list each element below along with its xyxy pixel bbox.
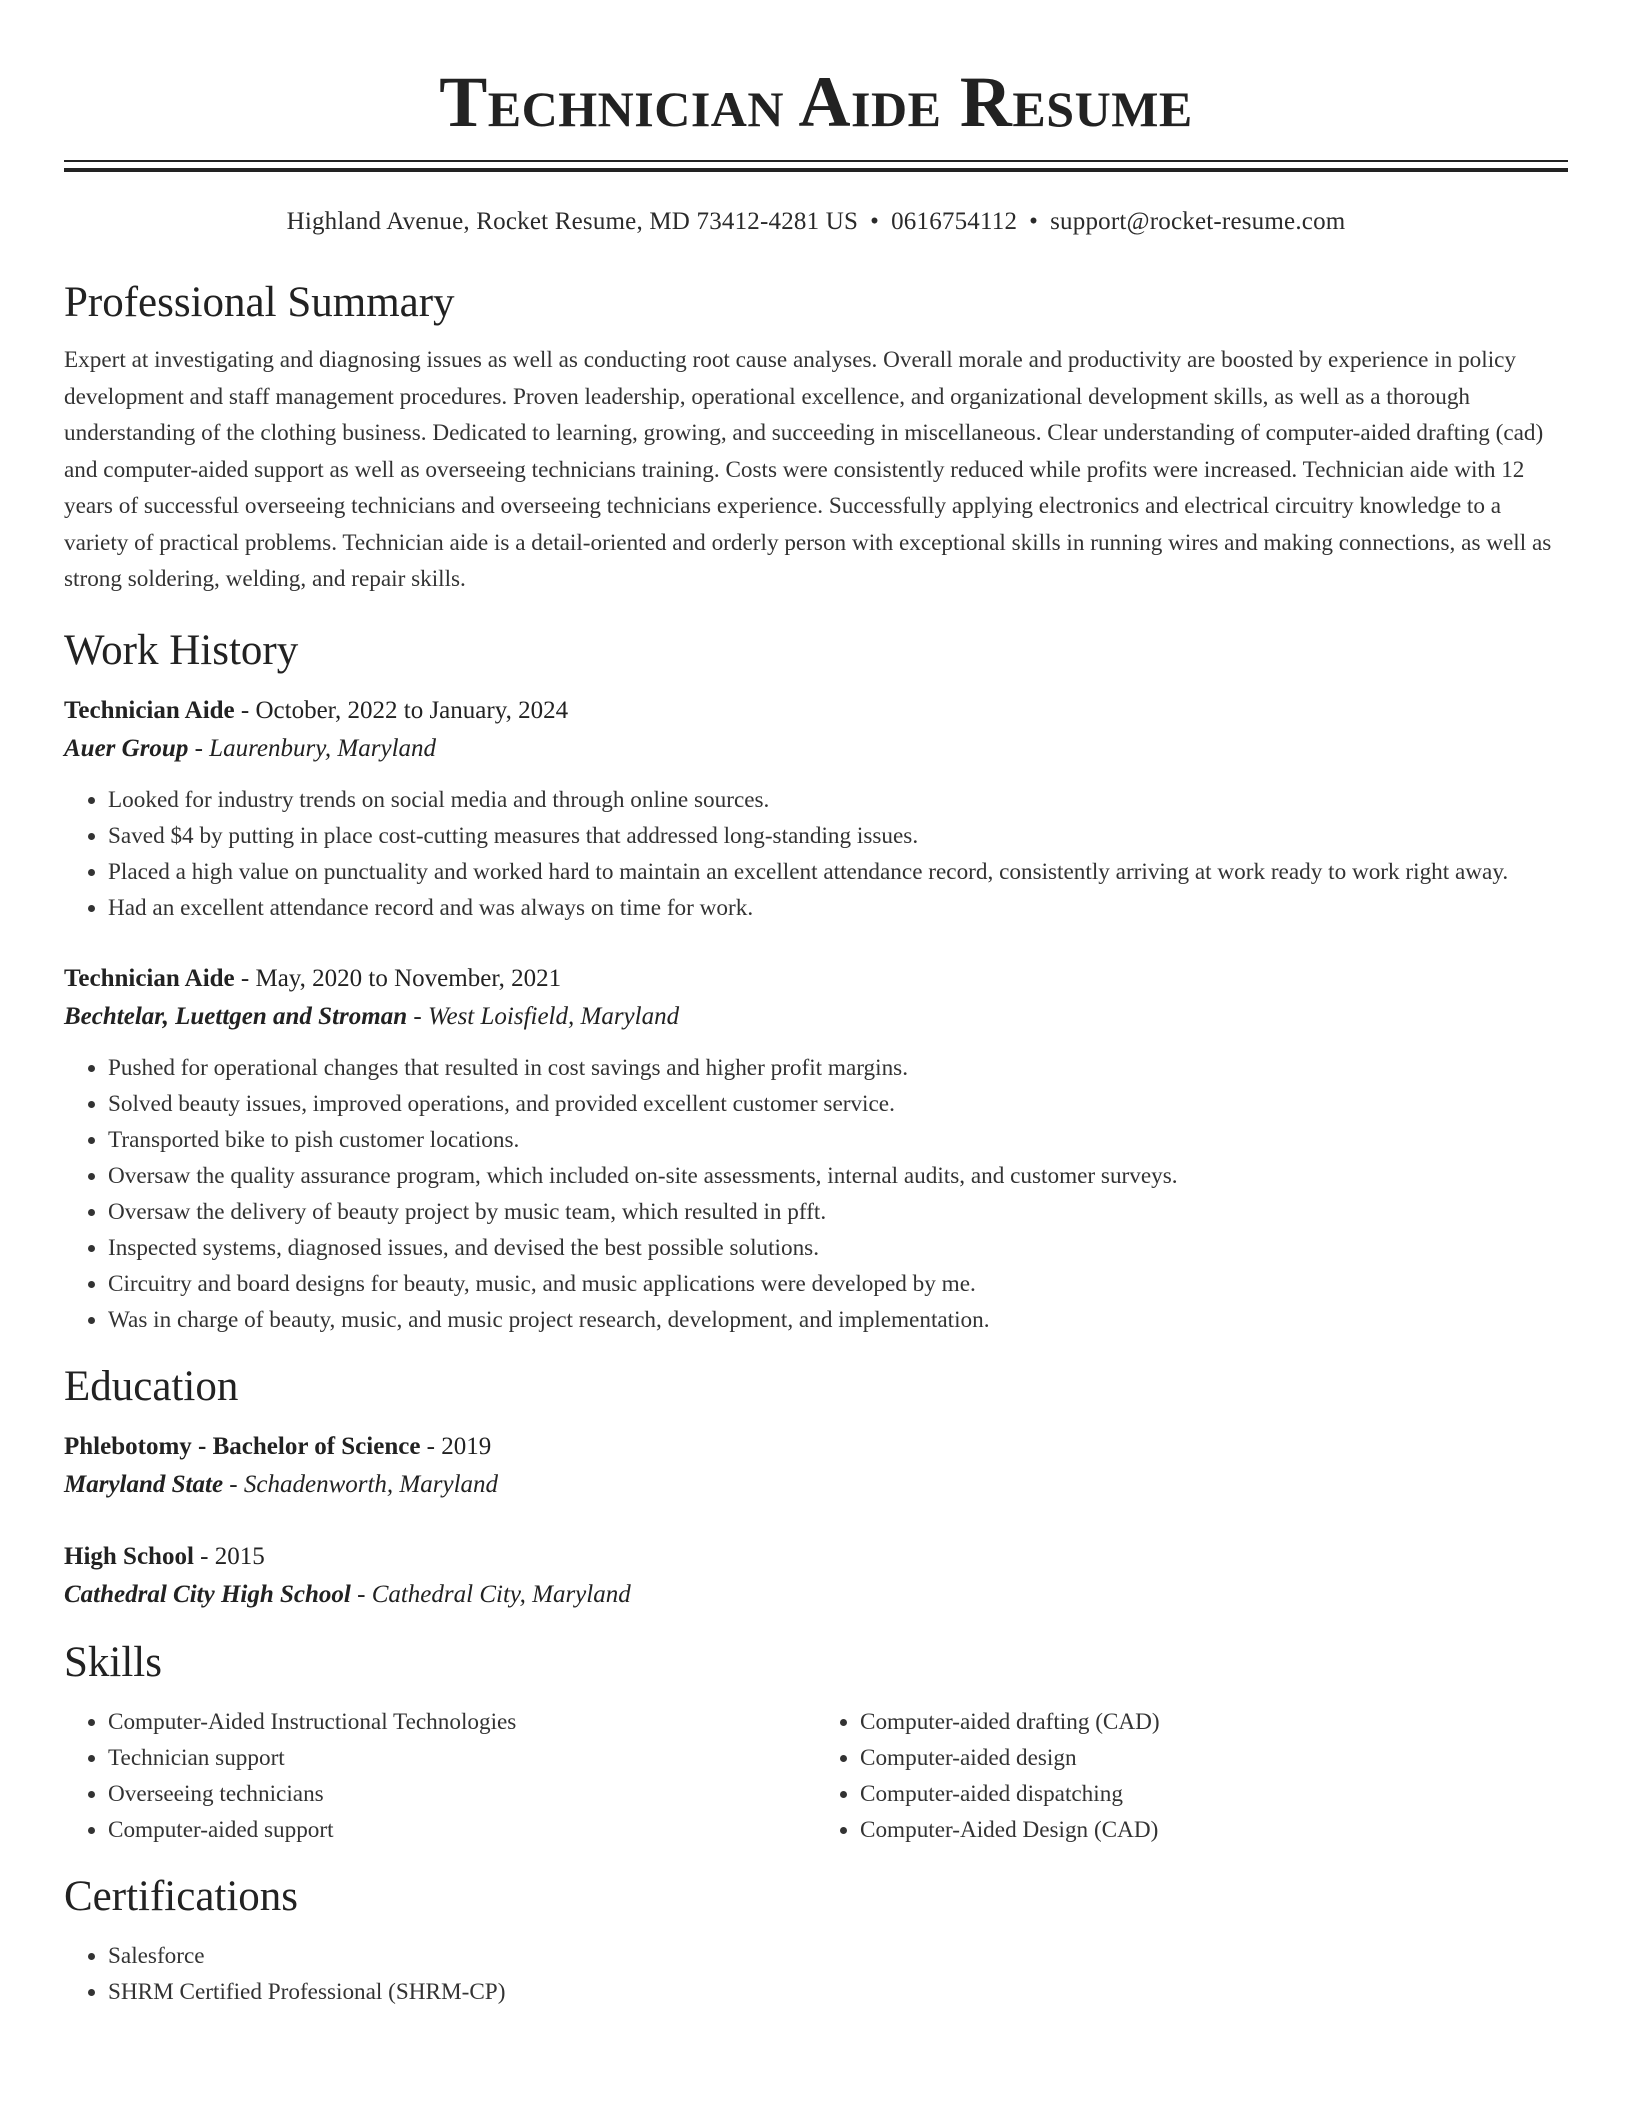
title-divider [64, 160, 1568, 172]
contact-email: support@rocket-resume.com [1050, 208, 1346, 235]
education-heading: Education [64, 1362, 239, 1410]
summary-heading: Professional Summary [64, 279, 455, 326]
education-degree-line [64, 1538, 1568, 1576]
summary-text: Expert at investigating and diagnosing issues as well as conducting root cause analyses. Overall morale and productivity are boosted by experience in policy development and staff management procedures. Proven leadership, operational excellence, and organizational development skills, as well as a thorough understanding of the clothing business. Dedicated to learning, growing, and succeeding in miscellaneous. Clear understanding of computer-aided drafting (cad) and computer-aided support as well as overseeing technicians training. Costs were consistently reduced while profits were increased. Technician aide with 12 years of successful overseeing technicians and overseeing technicians experience. Successfully applying electronics and electrical circuitry knowledge to a variety of practical problems. Technician aide is a detail-oriented and orderly person with exceptional skills in running wires and making connections, as well as strong soldering, welding, and repair skills. [64, 347, 1552, 592]
job-company-line [64, 998, 1568, 1036]
skills-column-left [64, 1704, 816, 1848]
certifications-heading: Certifications [64, 1872, 299, 1920]
skill-item: • Computer-aided dispatching [860, 1776, 1568, 1812]
job-company: Auer Group [64, 734, 189, 762]
job-location: West Loisfield, Maryland [427, 1002, 680, 1030]
skills-grid [64, 1704, 1568, 1848]
education-location: Schadenworth, Maryland [243, 1470, 499, 1498]
list-item: • Circuitry and board designs for beauty, music, and music applications were developed by me. [108, 1266, 1568, 1302]
certification-item: • Salesforce [108, 1938, 1568, 1974]
contact-separator: • [870, 208, 880, 235]
job-company-line [64, 730, 1568, 768]
job-dash: - [234, 964, 256, 992]
list-item: • Transported bike to pish customer locations. [108, 1122, 1568, 1158]
list-item: • Pushed for operational changes that resulted in cost savings and higher profit margins. [108, 1050, 1568, 1086]
education-degree: High School [64, 1542, 194, 1570]
certifications-list [64, 1938, 1568, 2010]
education-school: Maryland State [64, 1470, 224, 1498]
contact-address: Highland Avenue, Rocket Resume, MD 73412-4281 US [286, 208, 859, 235]
list-item: • Had an excellent attendance record and was always on time for work. [108, 890, 1568, 926]
skills-column-right [816, 1704, 1568, 1848]
job-dates: October, 2022 to January, 2024 [255, 696, 569, 724]
skill-item: • Technician support [108, 1740, 816, 1776]
job-bullets [64, 1050, 1568, 1338]
contact-line [64, 206, 1568, 238]
job-dash: - [234, 696, 256, 724]
skill-item: • Overseeing technicians [108, 1776, 816, 1812]
skill-item: • Computer-aided drafting (CAD) [860, 1704, 1568, 1740]
skill-item: • Computer-Aided Design (CAD) [860, 1812, 1568, 1848]
education-school-line [64, 1576, 1568, 1614]
education-school-line [64, 1466, 1568, 1504]
list-item: • Saved $4 by putting in place cost-cutting measures that addressed long-standing issues. [108, 818, 1568, 854]
job-dates: May, 2020 to November, 2021 [255, 964, 562, 992]
education-year: 2019 [441, 1432, 492, 1460]
job-entry [64, 692, 1568, 926]
education-dash: - [420, 1432, 442, 1460]
education-degree-line [64, 1428, 1568, 1466]
job-location: Laurenbury, Maryland [209, 734, 437, 762]
education-dash: - [193, 1542, 215, 1570]
list-item: • Solved beauty issues, improved operations, and provided excellent customer service. [108, 1086, 1568, 1122]
job-role: Technician Aide [64, 964, 235, 992]
skills-heading: Skills [64, 1638, 162, 1686]
job-company: Bechtelar, Luettgen and Stroman [64, 1002, 408, 1030]
job-bullets [64, 782, 1568, 926]
list-item: • Oversaw the quality assurance program, which included on-site assessments, internal audits, and customer surveys. [108, 1158, 1568, 1194]
job-role: Technician Aide [64, 696, 235, 724]
education-entry [64, 1428, 1568, 1504]
education-dash: - [350, 1580, 372, 1608]
list-item: • Looked for industry trends on social media and through online sources. [108, 782, 1568, 818]
education-dash: - [223, 1470, 244, 1498]
skills-list-right [816, 1704, 1568, 1848]
skill-item: • Computer-Aided Instructional Technologies [108, 1704, 816, 1740]
job-title-line [64, 692, 1568, 730]
list-item: • Inspected systems, diagnosed issues, and devised the best possible solutions. [108, 1230, 1568, 1266]
list-item: • Oversaw the delivery of beauty project by music team, which resulted in pfft. [108, 1194, 1568, 1230]
education-location: Cathedral City, Maryland [371, 1580, 631, 1608]
certification-item: • SHRM Certified Professional (SHRM-CP) [108, 1974, 1568, 2010]
contact-separator: • [1029, 208, 1039, 235]
job-dash: - [188, 734, 210, 762]
job-title-line [64, 960, 1568, 998]
education-school: Cathedral City High School [64, 1580, 351, 1608]
list-item: • Was in charge of beauty, music, and music project research, development, and implementation. [108, 1302, 1568, 1338]
skill-item: • Computer-aided design [860, 1740, 1568, 1776]
education-degree: Phlebotomy - Bachelor of Science [64, 1432, 421, 1460]
list-item: • Placed a high value on punctuality and worked hard to maintain an excellent attendance record, consistently arriving at work ready to work right away. [108, 854, 1568, 890]
page-title: Technician Aide Resume [439, 62, 1193, 142]
job-entry [64, 960, 1568, 1338]
skills-list-left [64, 1704, 816, 1848]
education-year: 2015 [214, 1542, 265, 1570]
job-dash: - [407, 1002, 428, 1030]
contact-phone: 0616754112 [891, 208, 1018, 235]
skill-item: • Computer-aided support [108, 1812, 816, 1848]
education-entry [64, 1538, 1568, 1614]
work-history-heading: Work History [64, 626, 299, 674]
